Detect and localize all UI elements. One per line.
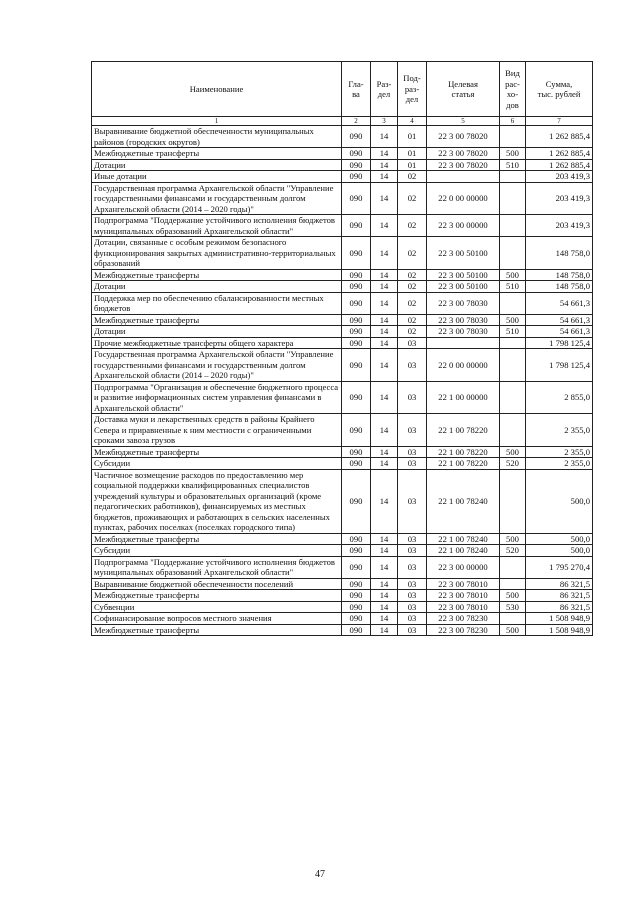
cell-podrazdel: 02 (398, 326, 427, 338)
cell-target: 22 3 00 50100 (427, 281, 500, 293)
cell-glava: 090 (342, 159, 371, 171)
cell-vid: 510 (500, 326, 526, 338)
table-row (92, 578, 593, 590)
cell-name: Подпрограмма "Поддержание устойчивого исполнения бюджетов муниципальных образований Архангельской области" (92, 556, 342, 578)
table-row (92, 624, 593, 636)
cell-razdel: 14 (371, 326, 398, 338)
cell-glava: 090 (342, 292, 371, 314)
cell-razdel: 14 (371, 148, 398, 160)
cell-target: 22 3 00 00000 (427, 215, 500, 237)
cell-name: Иные дотации (92, 171, 342, 183)
header-podrazdel: Под- раз- дел (398, 62, 427, 117)
cell-sum: 203 419,3 (526, 215, 593, 237)
table-row (92, 269, 593, 281)
column-number: 4 (398, 117, 427, 126)
cell-razdel: 14 (371, 458, 398, 470)
cell-name: Межбюджетные трансферты (92, 446, 342, 458)
table-row (92, 126, 593, 148)
cell-target: 22 3 00 78030 (427, 292, 500, 314)
cell-podrazdel: 03 (398, 545, 427, 557)
cell-sum: 2 855,0 (526, 381, 593, 414)
cell-sum: 1 262 885,4 (526, 148, 593, 160)
cell-name: Дотации (92, 326, 342, 338)
cell-sum: 1 262 885,4 (526, 159, 593, 171)
cell-podrazdel: 03 (398, 613, 427, 625)
cell-name: Дотации, связанные с особым режимом безопасного функционирования закрытых административно-территориальных образований (92, 237, 342, 270)
cell-razdel: 14 (371, 281, 398, 293)
header-glava: Гла- ва (342, 62, 371, 117)
column-number: 3 (371, 117, 398, 126)
table-row (92, 349, 593, 382)
cell-glava: 090 (342, 533, 371, 545)
cell-sum: 54 661,3 (526, 314, 593, 326)
table-row (92, 590, 593, 602)
cell-name: Частичное возмещение расходов по предоставлению мер социальной поддержки квалифицированных специалистов учреждений культуры и образовательных организаций (кроме педагогических работников), финансируемых из местных бюджетов, проживающих и работающих в сельских населенных пунктах, рабочих поселках (поселках городского типа) (92, 469, 342, 533)
cell-sum: 86 321,5 (526, 601, 593, 613)
cell-glava: 090 (342, 414, 371, 447)
cell-podrazdel: 03 (398, 601, 427, 613)
cell-vid: 500 (500, 314, 526, 326)
cell-name: Выравнивание бюджетной обеспеченности поселений (92, 578, 342, 590)
cell-glava: 090 (342, 545, 371, 557)
cell-sum: 203 419,3 (526, 171, 593, 183)
table-row (92, 171, 593, 183)
table-row (92, 337, 593, 349)
cell-vid (500, 414, 526, 447)
header-razdel: Раз- дел (371, 62, 398, 117)
cell-podrazdel: 03 (398, 349, 427, 382)
cell-name: Межбюджетные трансферты (92, 590, 342, 602)
cell-vid (500, 292, 526, 314)
cell-target: 22 1 00 00000 (427, 381, 500, 414)
cell-razdel: 14 (371, 414, 398, 447)
page-number: 47 (315, 869, 325, 880)
cell-vid (500, 381, 526, 414)
cell-vid: 500 (500, 446, 526, 458)
cell-vid: 500 (500, 148, 526, 160)
cell-target: 22 3 00 78010 (427, 590, 500, 602)
cell-sum: 2 355,0 (526, 446, 593, 458)
cell-name: Софинансирование вопросов местного значения (92, 613, 342, 625)
table-row (92, 545, 593, 557)
cell-vid (500, 556, 526, 578)
cell-name: Субвенции (92, 601, 342, 613)
cell-vid (500, 469, 526, 533)
cell-podrazdel: 02 (398, 314, 427, 326)
cell-glava: 090 (342, 624, 371, 636)
cell-target: 22 1 00 78220 (427, 414, 500, 447)
cell-razdel: 14 (371, 292, 398, 314)
cell-vid: 510 (500, 159, 526, 171)
cell-razdel: 14 (371, 624, 398, 636)
cell-vid: 520 (500, 545, 526, 557)
table-row (92, 292, 593, 314)
cell-glava: 090 (342, 590, 371, 602)
cell-podrazdel: 03 (398, 337, 427, 349)
cell-podrazdel: 03 (398, 590, 427, 602)
cell-sum: 1 798 125,4 (526, 337, 593, 349)
cell-target: 22 1 00 78240 (427, 545, 500, 557)
cell-podrazdel: 02 (398, 182, 427, 215)
cell-name: Выравнивание бюджетной обеспеченности муниципальных районов (городских округов) (92, 126, 342, 148)
cell-glava: 090 (342, 171, 371, 183)
cell-sum: 148 758,0 (526, 269, 593, 281)
cell-razdel: 14 (371, 381, 398, 414)
table-row (92, 556, 593, 578)
cell-razdel: 14 (371, 314, 398, 326)
cell-name: Доставка муки и лекарственных средств в районы Крайнего Севера и приравненные к ним местности с ограниченными сроками завоза грузов (92, 414, 342, 447)
cell-razdel: 14 (371, 215, 398, 237)
cell-podrazdel: 03 (398, 533, 427, 545)
cell-sum: 1 508 948,9 (526, 624, 593, 636)
header-target: Целевая статья (427, 62, 500, 117)
cell-vid (500, 182, 526, 215)
cell-name: Подпрограмма "Организация и обеспечение бюджетного процесса и развитие информационных систем управления финансами в Архангельской области" (92, 381, 342, 414)
cell-podrazdel: 02 (398, 171, 427, 183)
cell-podrazdel: 03 (398, 624, 427, 636)
cell-glava: 090 (342, 381, 371, 414)
cell-glava: 090 (342, 337, 371, 349)
cell-vid (500, 237, 526, 270)
cell-podrazdel: 03 (398, 381, 427, 414)
cell-razdel: 14 (371, 469, 398, 533)
cell-vid: 500 (500, 269, 526, 281)
column-number: 1 (92, 117, 342, 126)
cell-podrazdel: 02 (398, 269, 427, 281)
cell-razdel: 14 (371, 182, 398, 215)
cell-sum: 148 758,0 (526, 281, 593, 293)
cell-glava: 090 (342, 556, 371, 578)
cell-name: Субсидии (92, 545, 342, 557)
cell-glava: 090 (342, 314, 371, 326)
table-row (92, 533, 593, 545)
cell-vid (500, 578, 526, 590)
cell-sum: 203 419,3 (526, 182, 593, 215)
column-number: 7 (526, 117, 593, 126)
header-sum: Сумма, тыс. рублей (526, 62, 593, 117)
cell-razdel: 14 (371, 590, 398, 602)
cell-vid: 530 (500, 601, 526, 613)
cell-podrazdel: 03 (398, 458, 427, 470)
cell-vid (500, 337, 526, 349)
cell-sum: 148 758,0 (526, 237, 593, 270)
cell-target: 22 3 00 78010 (427, 578, 500, 590)
cell-glava: 090 (342, 469, 371, 533)
cell-glava: 090 (342, 215, 371, 237)
cell-sum: 2 355,0 (526, 414, 593, 447)
column-number-row (92, 117, 593, 126)
cell-target: 22 0 00 00000 (427, 349, 500, 382)
cell-sum: 500,0 (526, 545, 593, 557)
cell-glava: 090 (342, 446, 371, 458)
cell-name: Межбюджетные трансферты (92, 269, 342, 281)
cell-sum: 54 661,3 (526, 326, 593, 338)
cell-target (427, 171, 500, 183)
cell-target: 22 3 00 78020 (427, 159, 500, 171)
cell-vid (500, 215, 526, 237)
cell-glava: 090 (342, 148, 371, 160)
cell-name: Межбюджетные трансферты (92, 533, 342, 545)
table-row (92, 182, 593, 215)
cell-razdel: 14 (371, 171, 398, 183)
table-row (92, 414, 593, 447)
cell-target: 22 3 00 50100 (427, 237, 500, 270)
cell-name: Поддержка мер по обеспечению сбалансированности местных бюджетов (92, 292, 342, 314)
table-body (92, 126, 593, 636)
cell-target: 22 3 00 78020 (427, 148, 500, 160)
table-row (92, 281, 593, 293)
cell-razdel: 14 (371, 349, 398, 382)
table-row (92, 326, 593, 338)
cell-podrazdel: 01 (398, 148, 427, 160)
cell-razdel: 14 (371, 601, 398, 613)
cell-sum: 86 321,5 (526, 578, 593, 590)
cell-razdel: 14 (371, 269, 398, 281)
cell-name: Прочие межбюджетные трансферты общего характера (92, 337, 342, 349)
cell-razdel: 14 (371, 337, 398, 349)
cell-name: Государственная программа Архангельской области "Управление государственными финансами и государственным долгом Архангельской области (2014 – 2020 годы)" (92, 182, 342, 215)
cell-podrazdel: 03 (398, 446, 427, 458)
table-row (92, 148, 593, 160)
cell-sum: 1 795 270,4 (526, 556, 593, 578)
cell-glava: 090 (342, 126, 371, 148)
cell-target: 22 3 00 78030 (427, 314, 500, 326)
cell-glava: 090 (342, 237, 371, 270)
table-row (92, 237, 593, 270)
cell-target: 22 0 00 00000 (427, 182, 500, 215)
cell-target: 22 3 00 78030 (427, 326, 500, 338)
cell-vid (500, 171, 526, 183)
cell-sum: 500,0 (526, 533, 593, 545)
cell-vid: 500 (500, 533, 526, 545)
table-header-row (92, 62, 593, 117)
cell-glava: 090 (342, 458, 371, 470)
cell-podrazdel: 03 (398, 578, 427, 590)
column-number: 6 (500, 117, 526, 126)
cell-glava: 090 (342, 613, 371, 625)
cell-vid: 510 (500, 281, 526, 293)
cell-podrazdel: 02 (398, 292, 427, 314)
cell-sum: 500,0 (526, 469, 593, 533)
header-name: Наименование (92, 62, 342, 117)
cell-name: Дотации (92, 281, 342, 293)
table-row (92, 159, 593, 171)
cell-sum: 1 508 948,9 (526, 613, 593, 625)
cell-podrazdel: 02 (398, 281, 427, 293)
table-row (92, 469, 593, 533)
cell-target: 22 1 00 78240 (427, 533, 500, 545)
cell-razdel: 14 (371, 533, 398, 545)
cell-target: 22 3 00 78230 (427, 624, 500, 636)
cell-name: Межбюджетные трансферты (92, 624, 342, 636)
header-vid: Вид рас- хо- дов (500, 62, 526, 117)
cell-glava: 090 (342, 349, 371, 382)
cell-glava: 090 (342, 578, 371, 590)
cell-razdel: 14 (371, 237, 398, 270)
cell-podrazdel: 02 (398, 215, 427, 237)
cell-target: 22 3 00 50100 (427, 269, 500, 281)
column-number: 5 (427, 117, 500, 126)
cell-target: 22 3 00 78230 (427, 613, 500, 625)
cell-sum: 2 355,0 (526, 458, 593, 470)
budget-table (91, 61, 593, 636)
cell-name: Государственная программа Архангельской области "Управление государственными финансами и государственным долгом Архангельской области (2014 – 2020 годы)" (92, 349, 342, 382)
table-row (92, 601, 593, 613)
cell-razdel: 14 (371, 446, 398, 458)
cell-podrazdel: 01 (398, 126, 427, 148)
cell-name: Межбюджетные трансферты (92, 148, 342, 160)
cell-target (427, 337, 500, 349)
cell-glava: 090 (342, 326, 371, 338)
cell-sum: 54 661,3 (526, 292, 593, 314)
table-row (92, 458, 593, 470)
cell-name: Субсидии (92, 458, 342, 470)
cell-razdel: 14 (371, 159, 398, 171)
cell-vid: 500 (500, 624, 526, 636)
cell-vid: 500 (500, 590, 526, 602)
table-row (92, 215, 593, 237)
cell-target: 22 3 00 78020 (427, 126, 500, 148)
cell-glava: 090 (342, 269, 371, 281)
cell-target: 22 3 00 00000 (427, 556, 500, 578)
table-row (92, 446, 593, 458)
cell-sum: 1 798 125,4 (526, 349, 593, 382)
cell-glava: 090 (342, 281, 371, 293)
cell-razdel: 14 (371, 126, 398, 148)
cell-razdel: 14 (371, 545, 398, 557)
cell-target: 22 1 00 78220 (427, 446, 500, 458)
cell-podrazdel: 02 (398, 237, 427, 270)
table-row (92, 381, 593, 414)
cell-sum: 1 262 885,4 (526, 126, 593, 148)
column-number: 2 (342, 117, 371, 126)
cell-target: 22 3 00 78010 (427, 601, 500, 613)
cell-name: Межбюджетные трансферты (92, 314, 342, 326)
cell-glava: 090 (342, 182, 371, 215)
cell-name: Подпрограмма "Поддержание устойчивого исполнения бюджетов муниципальных образований Архангельской области" (92, 215, 342, 237)
table-row (92, 613, 593, 625)
cell-glava: 090 (342, 601, 371, 613)
cell-podrazdel: 03 (398, 556, 427, 578)
cell-vid: 520 (500, 458, 526, 470)
cell-razdel: 14 (371, 578, 398, 590)
cell-podrazdel: 03 (398, 469, 427, 533)
cell-target: 22 1 00 78220 (427, 458, 500, 470)
cell-razdel: 14 (371, 613, 398, 625)
cell-sum: 86 321,5 (526, 590, 593, 602)
cell-name: Дотации (92, 159, 342, 171)
cell-podrazdel: 03 (398, 414, 427, 447)
cell-razdel: 14 (371, 556, 398, 578)
cell-vid (500, 613, 526, 625)
cell-vid (500, 349, 526, 382)
cell-vid (500, 126, 526, 148)
cell-podrazdel: 01 (398, 159, 427, 171)
table-row (92, 314, 593, 326)
cell-target: 22 1 00 78240 (427, 469, 500, 533)
